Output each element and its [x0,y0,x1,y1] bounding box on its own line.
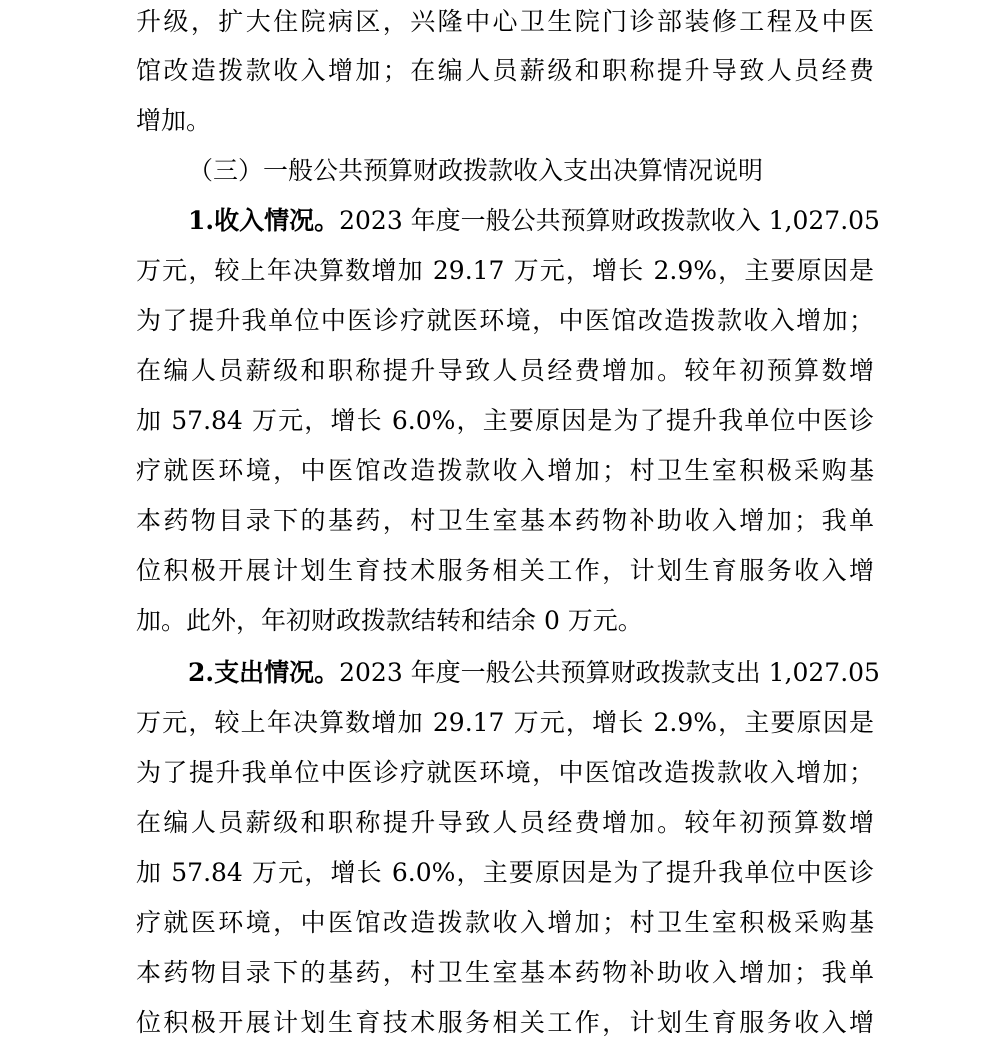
text-line: 本药物目录下的基药，村卫生室基本药物补助收入增加；我单 [136,506,874,535]
text-line: 馆改造拨款收入增加；在编人员薪级和职称提升导致人员经费 [136,56,874,85]
text-run: 2023 年度一般公共预算财政拨款支出 1,027.05 [339,658,880,687]
text-line: 疗就医环境，中医馆改造拨款收入增加；村卫生室积极采购基 [136,908,874,937]
text-line: 疗就医环境，中医馆改造拨款收入增加；村卫生室积极采购基 [136,456,874,485]
text-line: 加 57.84 万元，增长 6.0%，主要原因是为了提升我单位中医诊 [136,858,874,887]
text-line: 万元，较上年决算数增加 29.17 万元，增长 2.9%，主要原因是 [136,256,874,285]
text-line: 在编人员薪级和职称提升导致人员经费增加。较年初预算数增 [136,356,874,385]
subheading-income: 1.收入情况。 [188,206,340,235]
text-line: 加 57.84 万元，增长 6.0%，主要原因是为了提升我单位中医诊 [136,406,874,435]
text-line: 位积极开展计划生育技术服务相关工作，计划生育服务收入增 [136,1008,874,1037]
subheading-expenditure: 2.支出情况。 [188,658,340,687]
text-line: 为了提升我单位中医诊疗就医环境，中医馆改造拨款收入增加； [136,758,874,787]
paragraph-first-line [188,656,880,690]
text-run: 2023 年度一般公共预算财政拨款收入 1,027.05 [339,206,880,235]
paragraph-first-line [188,204,880,238]
text-line: 万元，较上年决算数增加 29.17 万元，增长 2.9%，主要原因是 [136,708,874,737]
text-line: 增加。 [136,106,212,135]
text-line: 本药物目录下的基药，村卫生室基本药物补助收入增加；我单 [136,958,874,987]
text-line: 升级，扩大住院病区，兴隆中心卫生院门诊部装修工程及中医 [136,7,874,36]
text-line: 加。此外，年初财政拨款结转和结余 0 万元。 [136,606,643,635]
section-heading: （三）一般公共预算财政拨款收入支出决算情况说明 [188,156,764,185]
text-line: 为了提升我单位中医诊疗就医环境，中医馆改造拨款收入增加； [136,306,874,335]
text-line: 位积极开展计划生育技术服务相关工作，计划生育服务收入增 [136,556,874,585]
text-line: 在编人员薪级和职称提升导致人员经费增加。较年初预算数增 [136,808,874,837]
